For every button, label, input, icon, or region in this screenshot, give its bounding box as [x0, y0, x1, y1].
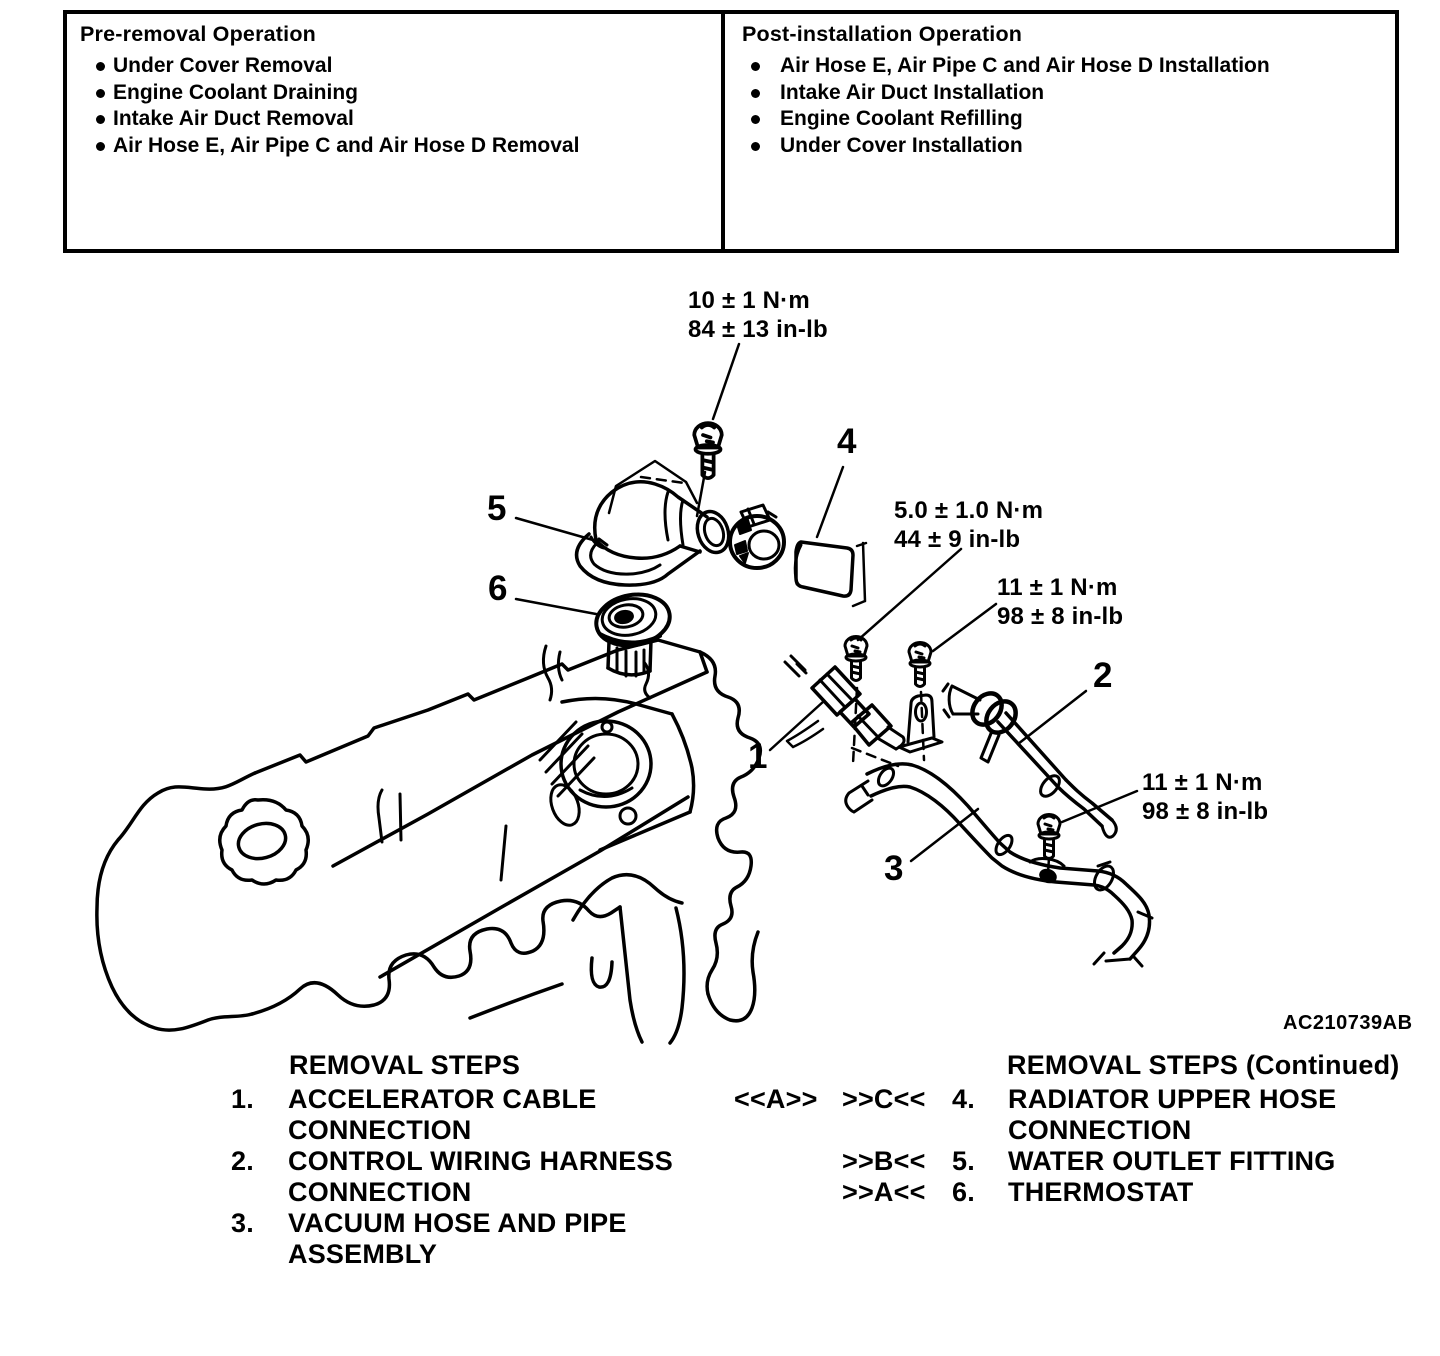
part-label-1: 1 — [748, 737, 768, 776]
torque-callout-cable-bolt — [894, 496, 1043, 554]
removal-steps-continued-title: REMOVAL STEPS (Continued) — [1007, 1050, 1400, 1080]
part-label-4: 4 — [837, 422, 857, 461]
step-line: ASSEMBLY — [288, 1239, 438, 1269]
torque-callout-pipe-bolt — [1142, 768, 1268, 826]
step-marker-b: >>B<< — [842, 1146, 926, 1176]
torque-callout-bracket-bolt — [997, 573, 1123, 631]
torque-metric: 5.0 ± 1.0 N·m — [894, 497, 1044, 524]
post-installation-item: Under Cover Installation — [742, 133, 1389, 160]
pre-removal-item: Intake Air Duct Removal — [80, 106, 711, 133]
accelerator-cable-drawing — [785, 656, 904, 749]
bolt-icon — [694, 423, 722, 478]
wiring-harness-drawing — [943, 684, 1116, 837]
step-marker-a: <<A>> — [734, 1084, 818, 1114]
bolt-icon — [909, 643, 931, 687]
cable-bracket-drawing — [899, 695, 942, 752]
step-line: VACUUM HOSE AND PIPE — [288, 1208, 627, 1238]
pre-removal-item: Air Hose E, Air Pipe C and Air Hose D Removal — [80, 133, 711, 160]
step-line: CONTROL WIRING HARNESS — [288, 1146, 673, 1176]
step-marker-b: >>A<< — [842, 1177, 926, 1207]
step-line: CONNECTION — [288, 1177, 472, 1207]
step-marker-b: >>C<< — [842, 1084, 926, 1114]
part-label-6: 6 — [488, 569, 508, 608]
step-number: 2. — [231, 1146, 254, 1176]
torque-imperial: 98 ± 8 in-lb — [1142, 798, 1269, 825]
step-text — [288, 1208, 627, 1270]
step-line: ACCELERATOR CABLE — [288, 1084, 597, 1114]
part-label-3: 3 — [884, 849, 904, 888]
step-number: 5. — [952, 1146, 975, 1176]
step-text: THERMOSTAT — [1008, 1177, 1194, 1207]
step-number: 4. — [952, 1084, 975, 1114]
step-text: WATER OUTLET FITTING — [1008, 1146, 1336, 1176]
pre-removal-item: Engine Coolant Draining — [80, 80, 711, 107]
step-line: CONNECTION — [1008, 1115, 1192, 1145]
thermostat-drawing — [592, 589, 674, 676]
step-text — [1008, 1084, 1336, 1146]
figure-code: AC210739AB — [1283, 1012, 1413, 1034]
torque-callout-water-outlet — [688, 286, 828, 344]
step-text — [288, 1084, 596, 1146]
bolt-icon — [845, 637, 867, 681]
step-number: 1. — [231, 1084, 254, 1114]
step-line: RADIATOR UPPER HOSE — [1008, 1084, 1337, 1114]
torque-imperial: 98 ± 8 in-lb — [997, 603, 1124, 630]
part-label-5: 5 — [487, 489, 507, 528]
part-label-2: 2 — [1093, 656, 1113, 695]
pre-removal-title: Pre-removal Operation — [80, 22, 316, 46]
hose-clamp-icon — [730, 505, 784, 568]
post-installation-title: Post-installation Operation — [742, 22, 1023, 46]
torque-metric: 11 ± 1 N·m — [1142, 769, 1263, 796]
bolt-icon — [1038, 815, 1060, 859]
post-installation-item: Engine Coolant Refilling — [742, 106, 1389, 133]
step-text — [288, 1146, 673, 1208]
torque-imperial: 44 ± 9 in-lb — [894, 526, 1021, 553]
step-number: 3. — [231, 1208, 254, 1238]
removal-steps-title: REMOVAL STEPS — [289, 1050, 521, 1080]
torque-metric: 10 ± 1 N·m — [688, 287, 810, 314]
step-number: 6. — [952, 1177, 975, 1207]
torque-imperial: 84 ± 13 in-lb — [688, 316, 828, 343]
torque-metric: 11 ± 1 N·m — [997, 574, 1118, 601]
post-installation-item: Air Hose E, Air Pipe C and Air Hose D Installation — [742, 53, 1389, 80]
engine-block-drawing — [97, 640, 760, 1043]
pre-removal-item: Under Cover Removal — [80, 53, 711, 80]
radiator-hose-drawing — [795, 542, 866, 606]
step-line: CONNECTION — [288, 1115, 472, 1145]
post-installation-item: Intake Air Duct Installation — [742, 80, 1389, 107]
